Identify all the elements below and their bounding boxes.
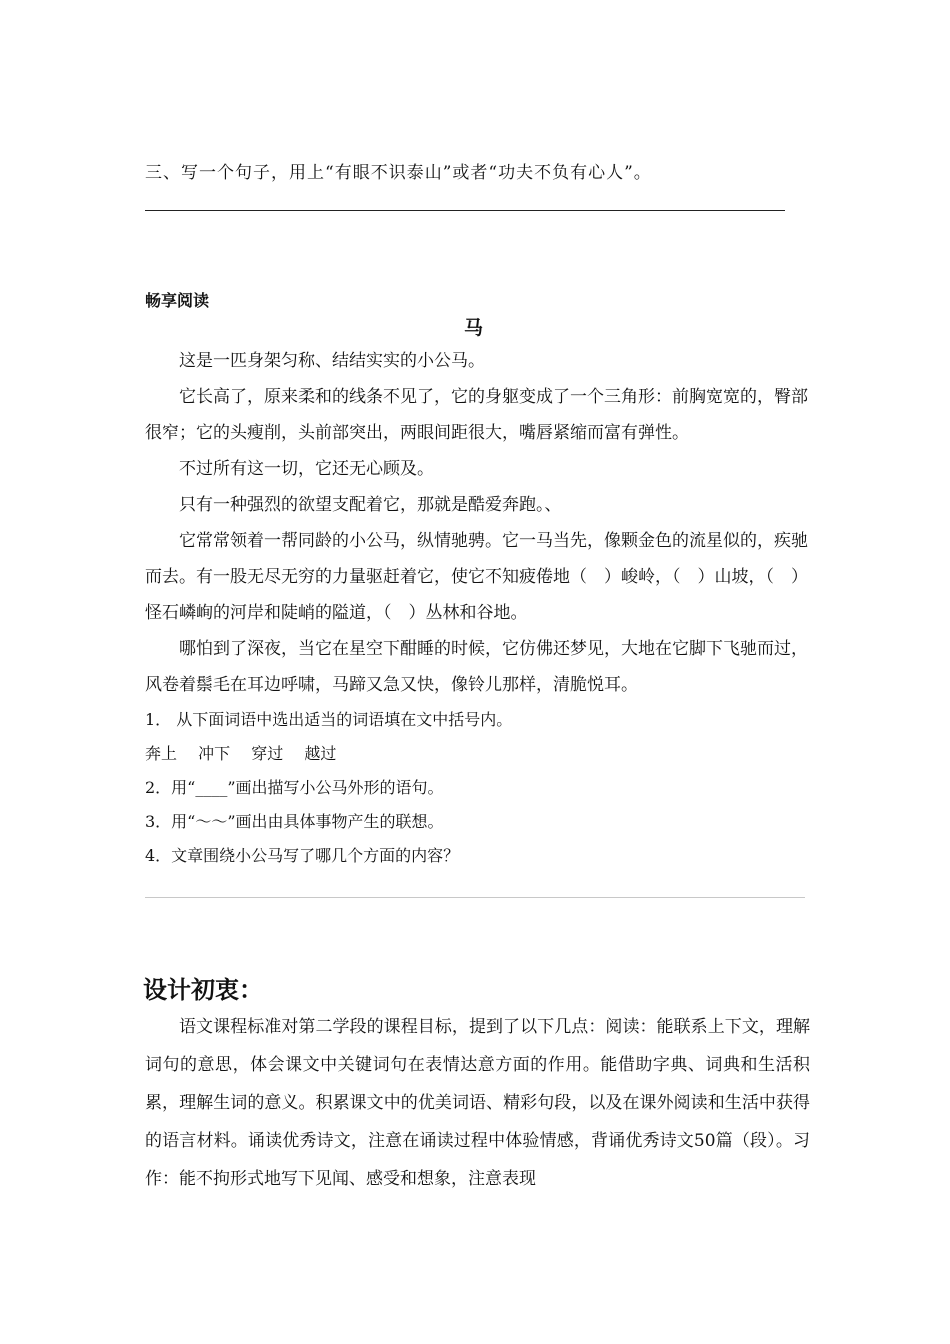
word-choices <box>145 737 512 771</box>
word-choice: 奔上 <box>145 744 178 763</box>
paragraph: 只有一种强烈的欲望支配着它，那就是酷爱奔跑。、 <box>179 495 562 515</box>
exercise-3-prompt: 三、写一个句子，用上“有眼不识泰山”或者“功夫不负有心人”。 <box>145 163 652 183</box>
question-2: 2．用“____”画出描写小公马外形的语句。 <box>145 778 444 797</box>
question-list <box>145 703 512 873</box>
paragraph: 它常常领着一帮同龄的小公马，纵情驰骋。它一马当先，像颗金色的流星似的，疾驰而去。有一股无尽无穷的力量驱赶着它，使它不知疲倦地（ ）峻岭，（ ）山坡，（ ）怪石嶙峋的河岸和陡峭的隘道，（ ）丛林和谷地。 <box>145 531 808 623</box>
question-4: 4．文章围绕小公马写了哪几个方面的内容？ <box>145 846 460 865</box>
paragraph: 哪怕到了深夜，当它在星空下酣睡的时候，它仿佛还梦见，大地在它脚下飞驰而过，风卷着鬃毛在耳边呼啸，马蹄又急又快，像铃儿那样，清脆悦耳。 <box>145 639 808 695</box>
answer-line <box>145 210 785 211</box>
paragraph: 它长高了，原来柔和的线条不见了，它的身躯变成了一个三角形：前胸宽宽的，臀部很窄；它的头瘦削，头前部突出，两眼间距很大，嘴唇紧缩而富有弹性。 <box>145 387 808 443</box>
divider <box>145 897 805 898</box>
article-body <box>145 343 810 703</box>
paragraph: 这是一匹身架匀称、结结实实的小公马。 <box>179 351 485 371</box>
question-3: 3．用“～～”画出由具体事物产生的联想。 <box>145 812 444 831</box>
word-choice: 越过 <box>304 744 337 763</box>
design-paragraph: 语文课程标准对第二学段的课程目标，提到了以下几点：阅读：能联系上下文，理解词句的意思，体会课文中关键词句在表情达意方面的作用。能借助字典、词典和生活积累，理解生词的意义。积累课文中的优美词语、精彩句段，以及在课外阅读和生活中获得的语言材料。诵读优秀诗文，注意在诵读过程中体验情感，背诵优秀诗文50篇（段）。习作：能不拘形式地写下见闻、感受和想象，注意表现 <box>145 1017 810 1189</box>
design-heading: 设计初衷： <box>143 976 263 1004</box>
word-choice: 冲下 <box>198 744 231 763</box>
section-label: 畅享阅读 <box>145 291 210 310</box>
question-1: 1． 从下面词语中选出适当的词语填在文中括号内。 <box>145 710 513 729</box>
article-title: 马 <box>464 317 484 339</box>
design-text-block <box>145 1008 810 1198</box>
paragraph: 不过所有这一切，它还无心顾及。 <box>179 459 434 479</box>
word-choice: 穿过 <box>251 744 284 763</box>
